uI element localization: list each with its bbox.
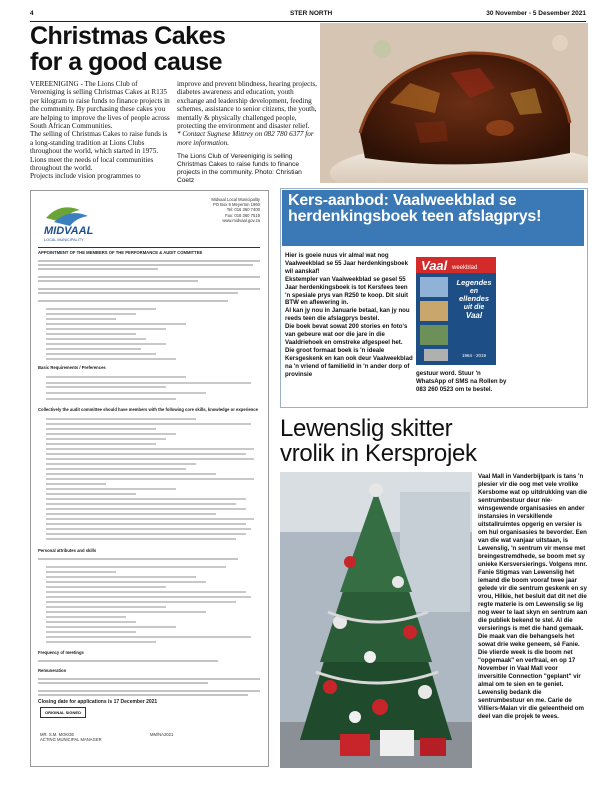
address-line: PO Box 9 Meyerton 1960 — [212, 202, 260, 208]
notice-closing-date: Closing date for applications is 17 December 2021 — [38, 699, 158, 705]
book-title-line: ellendes — [458, 294, 490, 303]
christmas-cake-photo — [320, 23, 588, 183]
notice-frequency: Frequency of meetings — [38, 650, 84, 655]
paper-name: STER NORTH — [290, 10, 333, 17]
notice-basic-requirements: Basic Requirements / Preferences — [38, 365, 106, 370]
signatory-title: ACTING MUNICIPAL MANAGER — [40, 737, 102, 743]
vaal-column-1 — [285, 252, 413, 379]
vaal-paragraph: Die groot formaat boek is 'n ideale Kersgeskenk en kan ook deur Vaalweekblad na 'n vriend of familielid in 'n ander dorp of provinsie — [285, 346, 413, 378]
xmas-caption: The Lions Club of Vereeniging is selling Christmas Cakes to raise funds to finance projects in the community. Photo: Christian Coetz — [177, 153, 302, 185]
book-years: 1964 - 2019 — [461, 353, 487, 358]
christmas-tree-photo — [280, 472, 472, 768]
xmas-headline-line2: for a good cause — [30, 48, 223, 76]
xmas-paragraph: VEREENIGING - The Lions Club of Vereeniging is selling Christmas Cakes at R135 per kilogram to raise funds to finance projects in the community. By purchasing these cakes you are helping to improve the lives of people across South African Communities. — [30, 80, 170, 131]
book-brand-2: weekblad — [452, 265, 478, 271]
vaal-paragraph: Al kan jy nou in Januarie betaal, kan jy nou reeds teen die afslagprys bestel. — [285, 307, 410, 323]
xmas-headline — [30, 23, 245, 75]
original-signed-stamp: ORIGINAL SIGNED — [40, 707, 86, 718]
xmas-paragraph: Projects include vision programmes to — [30, 172, 141, 181]
commemorative-book-cover — [416, 257, 496, 365]
notice-number: MM/NA2021 — [150, 732, 174, 737]
notice-heading: APPOINTMENT OF THE MEMBERS OF THE PERFORMANCE & AUDIT COMMITTEE — [38, 250, 203, 255]
notice-divider — [38, 247, 260, 248]
logo-subtitle: LOCAL MUNICIPALITY — [44, 238, 84, 242]
midvaal-logo-mark — [40, 200, 120, 244]
vaal-column-2: gestuur word. Stuur 'n WhatsApp of SMS na Rollen by 083 260 0523 om te bestel. — [416, 370, 507, 393]
book-title-line: Legendes — [456, 278, 492, 287]
xmas-headline-line1: Christmas Cakes — [30, 22, 226, 50]
lewenslig-headline — [280, 416, 590, 466]
vaal-paragraph: Hier is goeie nuus vir almal wat nog Vaalweekblad se 55 Jaar herdenkingsboek wil aanskaf! — [285, 252, 408, 275]
notice-core-skills: Collectively the audit committee should have members with the following core skills, knowledge or experience — [38, 407, 258, 412]
vaal-headline: Kers-aanbod: Vaalweekblad se herdenkingsboek teen afslagprys! — [288, 192, 542, 225]
page-number: 4 — [30, 10, 34, 17]
address-line: www.midvaal.gov.za — [222, 217, 260, 223]
book-cover-art — [416, 257, 496, 365]
notice-signatory — [40, 732, 102, 742]
issue-date: 30 November - 5 Desember 2021 — [486, 10, 586, 17]
lewenslig-headline-line2: vrolik in Kersprojek — [280, 440, 477, 467]
lewenslig-headline-line1: Lewenslig skitter — [280, 415, 453, 442]
signatory-name: MR. S.M. MOKOE — [40, 732, 75, 737]
cake-illustration — [320, 23, 588, 183]
xmas-paragraph: Lions meet the needs of local communities throughout the world. — [30, 155, 154, 173]
book-title-line: Vaal — [465, 311, 483, 320]
municipal-address — [180, 197, 260, 223]
vaal-paragraph: Ekstempler van Vaalweekblad se gesel 55 Jaar herdenkingsboek is tot Kersfees teen 'n spesiale prys van R250 te koop. Dit sluit BTW en aflewering in. — [285, 275, 409, 307]
address-line: Tel: 016 360 7400 — [226, 207, 260, 213]
book-title-line: en — [469, 288, 479, 295]
address-line: Midvaal Local Municipality — [211, 197, 260, 202]
xmas-paragraph: The selling of Christmas Cakes to raise funds is a long-standing tradition at Lions Clubs throughout the world, which started in 1975. — [30, 130, 168, 156]
xmas-column-1 — [30, 80, 170, 181]
notice-fine-print — [38, 660, 218, 662]
xmas-column-2 — [177, 80, 317, 185]
address-line: Fax: 016 360 7519 — [225, 212, 260, 218]
notice-personal-attributes: Personal attributes and skills — [38, 548, 97, 553]
book-title-line: uit die — [463, 304, 485, 311]
notice-remuneration: Remuneration — [38, 668, 67, 673]
vaal-paragraph: Die boek bevat sowat 200 stories en foto's van gebeure wat oor die jare in die Vaaldriehoek en omstreke afgespeel het. — [285, 323, 408, 346]
xmas-contact: * Contact Sugnese Mittrey on 082 780 6377 for more information. — [177, 130, 314, 147]
midvaal-logo — [40, 200, 120, 244]
logo-wordmark: MIDVAAL — [44, 225, 94, 237]
christmas-tree-illustration — [280, 472, 472, 768]
book-brand: Vaal — [421, 258, 448, 273]
lewenslig-body: Vaal Mall in Vanderbijlpark is tans 'n plesier vir die oog met vele vrolike Kersbome wat op uitdrukking van die sentrumbestuur deur nie-winsgewende organisasies en ander instansies in verskillende uitstallruimtes opgerig en versier is om hul organisasies te bevorder. Een van die wat vanjaar uitstaan, is Lewenslig, 'n sentrum vir mense met breingestremdhede, se boom met sy unieke Kersversierings. Volgens mnr. Fanie Stigmas van Lewenslig het iemand die boom vooraf twee jaar gelede vir die sentrum geskenk en sy vrou, Hilkie, het besluit dat dit net die regte materie is om Lewenslig se lig nog weer te laat skyn en sentrum aan die publiek bekend te stel. Al die versierings is met die hand gemaak. Die maak van die behangsels het sowat drie weke geneem, sê Fanie. Die vlierde week is die boom net "opgemaak" en verfraai, en op 17 November in Vaal Mall voor inversitile Connection "geplant" vir almal om te sien en te geniet. Lewenslig bedank die sentrumbestuur en me. Carie de Villiers-Malan vir die geleentheid om deel van die projek te wees. — [478, 473, 588, 720]
xmas-paragraph: improve and prevent blindness, hearing projects, diabetes awareness and education, youth exchange and leadership development, feeding schemes, assistance to senior citizens, the youth, mentally & physically challenged people, protecting the environment and disaster relief. — [177, 80, 317, 131]
